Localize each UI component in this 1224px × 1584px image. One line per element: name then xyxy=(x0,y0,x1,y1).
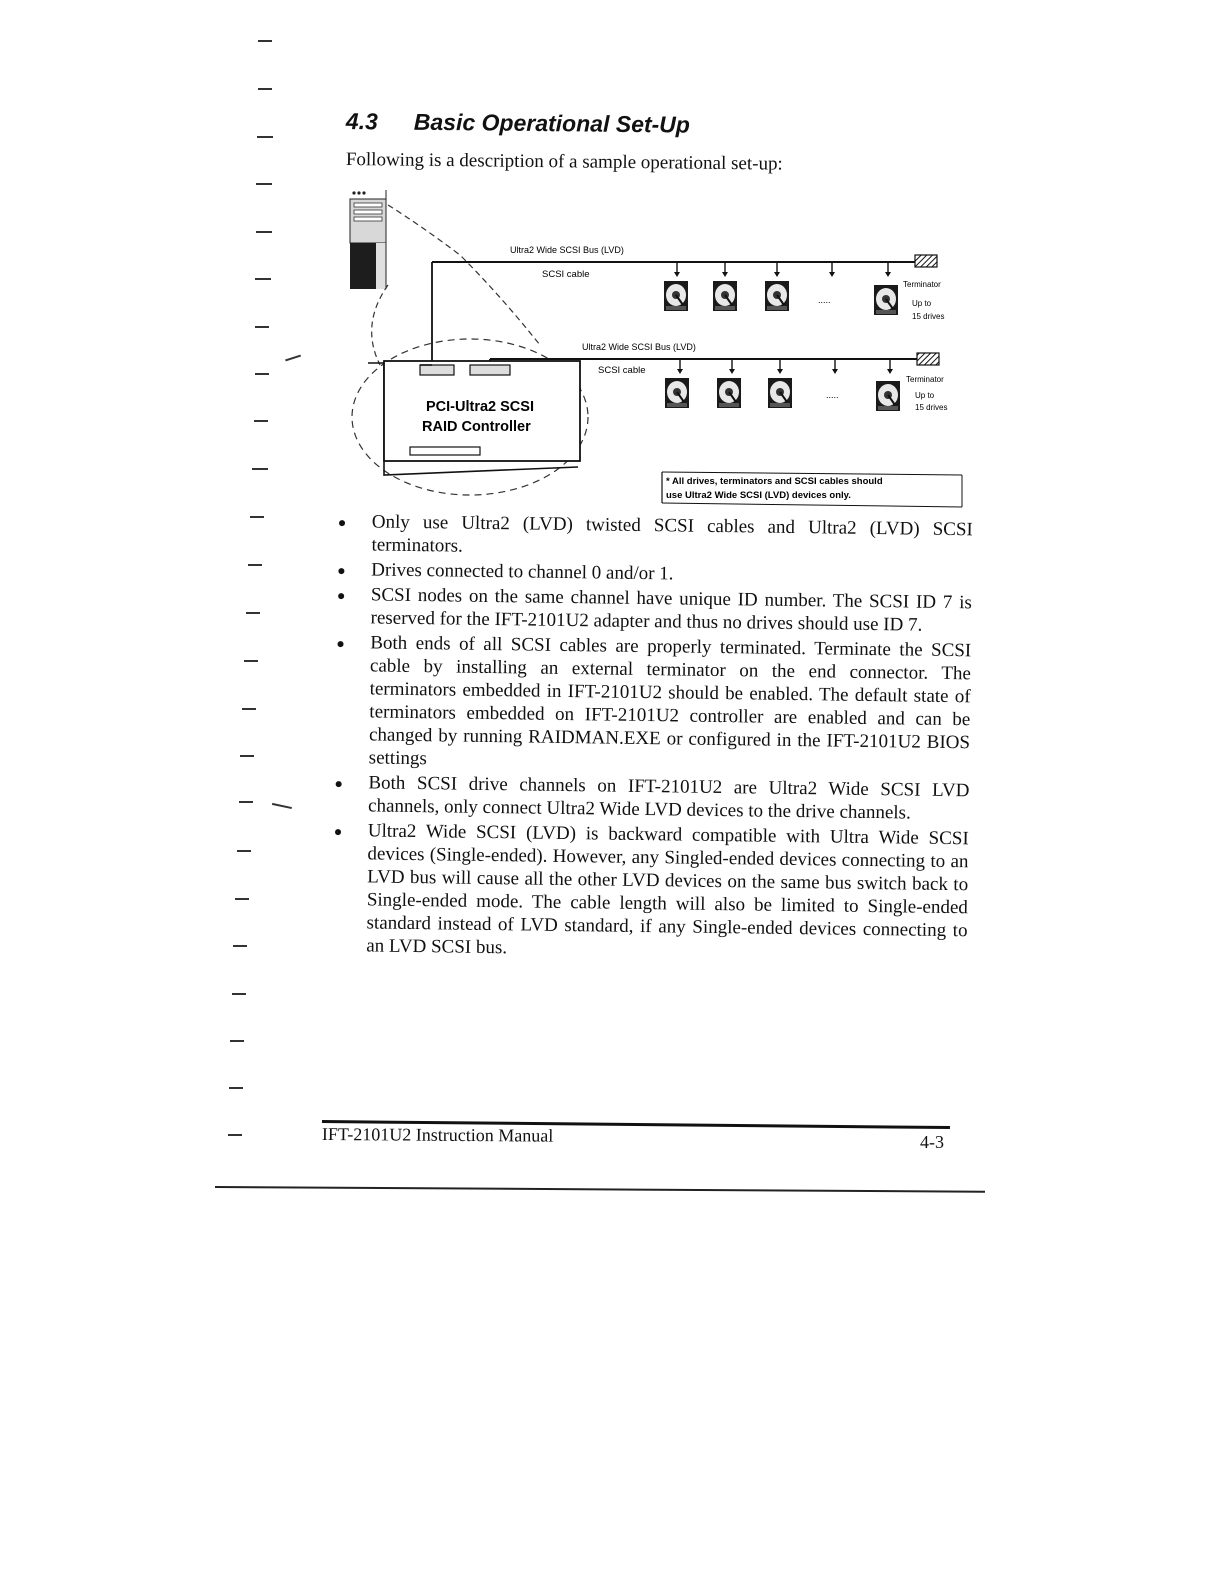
bullet-icon: ● xyxy=(336,634,345,652)
hard-drive-icon xyxy=(874,285,898,315)
list-item: ● Only use Ultra2 (LVD) twisted SCSI cables and Ultra2 (LVD) SCSI terminators. xyxy=(337,511,973,557)
server-icon xyxy=(350,190,386,289)
controller-label-line1: PCI-Ultra2 SCSI xyxy=(426,399,534,415)
list-item: ● Drives connected to channel 0 and/or 1. xyxy=(337,559,674,585)
margin-mark xyxy=(254,420,268,422)
list-item: ● Both ends of all SCSI cables are properly terminated. Terminate the SCSI cable by installing an external terminator on the end connector. The terminators embedded in IFT-2101U2 should be enabled. The default state of terminators embedded on IFT-2101U2 controller are enabled and can be changed by running RAIDMAN.EXE or configured in the IFT-2101U2 BIOS settings xyxy=(336,632,972,770)
list-item: ● SCSI nodes on the same channel have unique ID number. The SCSI ID 7 is reserved for the IFT-2101U2 adapter and thus no drives should use ID 7. xyxy=(336,584,972,636)
margin-mark xyxy=(256,183,272,185)
margin-mark xyxy=(258,88,272,90)
margin-mark xyxy=(255,373,269,375)
margin-mark xyxy=(258,40,272,42)
hard-drive-icon xyxy=(664,281,688,311)
note-box xyxy=(662,472,962,507)
list-item: ● Both SCSI drive channels on IFT-2101U2 are Ultra2 Wide SCSI LVD channels, only connect Ultra2 Wide LVD devices to the drive channels. xyxy=(334,772,970,824)
cable-label-2: SCSI cable xyxy=(598,365,646,376)
bus-label-1: Ultra2 Wide SCSI Bus (LVD) xyxy=(510,245,624,255)
margin-mark xyxy=(257,136,273,138)
footer-manual-title: IFT-2101U2 Instruction Manual xyxy=(321,1124,554,1146)
bullet-icon: ● xyxy=(336,586,346,604)
hard-drive-icon xyxy=(665,378,689,408)
margin-mark xyxy=(242,708,256,710)
bullet-icon: ● xyxy=(337,561,346,579)
margin-mark xyxy=(248,564,262,566)
margin-mark xyxy=(233,945,247,947)
margin-mark xyxy=(255,278,271,280)
cable-label-1: SCSI cable xyxy=(542,269,590,280)
margin-mark xyxy=(252,468,268,470)
bullet-icon: ● xyxy=(337,513,347,531)
bus-label-2: Ultra2 Wide SCSI Bus (LVD) xyxy=(582,342,696,352)
margin-mark xyxy=(250,516,264,518)
hard-drive-icon xyxy=(768,378,792,408)
hard-drive-icon xyxy=(713,281,737,311)
margin-mark xyxy=(256,231,272,233)
scsi-setup-diagram xyxy=(340,185,970,515)
margin-mark xyxy=(237,850,251,852)
margin-mark xyxy=(230,1040,244,1042)
requirements-list xyxy=(332,510,973,967)
page-bottom-line xyxy=(215,1186,985,1192)
section-title: Basic Operational Set-Up xyxy=(413,108,691,138)
terminator-icon xyxy=(917,353,939,365)
margin-mark xyxy=(246,612,260,614)
hard-drive-icon xyxy=(717,378,741,408)
margin-mark xyxy=(255,326,269,328)
up-to-label-2: Up to xyxy=(915,391,935,400)
drives-count-label-1: 15 drives xyxy=(912,312,945,321)
page-number: 4-3 xyxy=(920,1132,944,1152)
terminator-icon xyxy=(915,255,937,267)
margin-mark xyxy=(272,803,292,809)
ellipsis-2: ..... xyxy=(826,390,839,400)
drives-count-label-2: 15 drives xyxy=(915,403,948,412)
margin-mark xyxy=(229,1087,243,1089)
margin-mark xyxy=(244,660,258,662)
controller-label-line2: RAID Controller xyxy=(422,419,531,435)
margin-mark xyxy=(235,898,249,900)
note-line2: use Ultra2 Wide SCSI (LVD) devices only. xyxy=(666,490,851,501)
bullet-icon: ● xyxy=(334,774,343,792)
list-item: ● Ultra2 Wide SCSI (LVD) is backward compatible with Ultra Wide SCSI devices (Single-ended). However, any Singled-ended devices connecting to an LVD bus will cause all the other LVD devices on the same bus switch back to Single-ended mode. The cable length will also be limited to Single-ended standard instead of LVD standard, if any Single-ended devices connecting to an LVD SCSI bus. xyxy=(333,820,969,959)
margin-mark xyxy=(240,755,254,757)
note-line1: * All drives, terminators and SCSI cables should xyxy=(666,476,883,487)
section-heading xyxy=(346,108,690,139)
margin-mark xyxy=(239,801,253,803)
up-to-label-1: Up to xyxy=(912,299,932,308)
hard-drive-icon xyxy=(765,281,789,311)
margin-mark xyxy=(228,1134,242,1136)
hard-drive-icon xyxy=(876,381,900,411)
margin-mark xyxy=(232,993,246,995)
terminator-label-1: Terminator xyxy=(903,280,941,289)
terminator-label-2: Terminator xyxy=(906,375,944,384)
ellipsis-1: ..... xyxy=(818,295,831,305)
margin-mark xyxy=(285,355,301,361)
raid-controller-card xyxy=(368,361,580,475)
intro-text: Following is a description of a sample operational set-up: xyxy=(345,149,783,175)
section-number: 4.3 xyxy=(345,108,378,135)
bullet-icon: ● xyxy=(333,822,343,840)
